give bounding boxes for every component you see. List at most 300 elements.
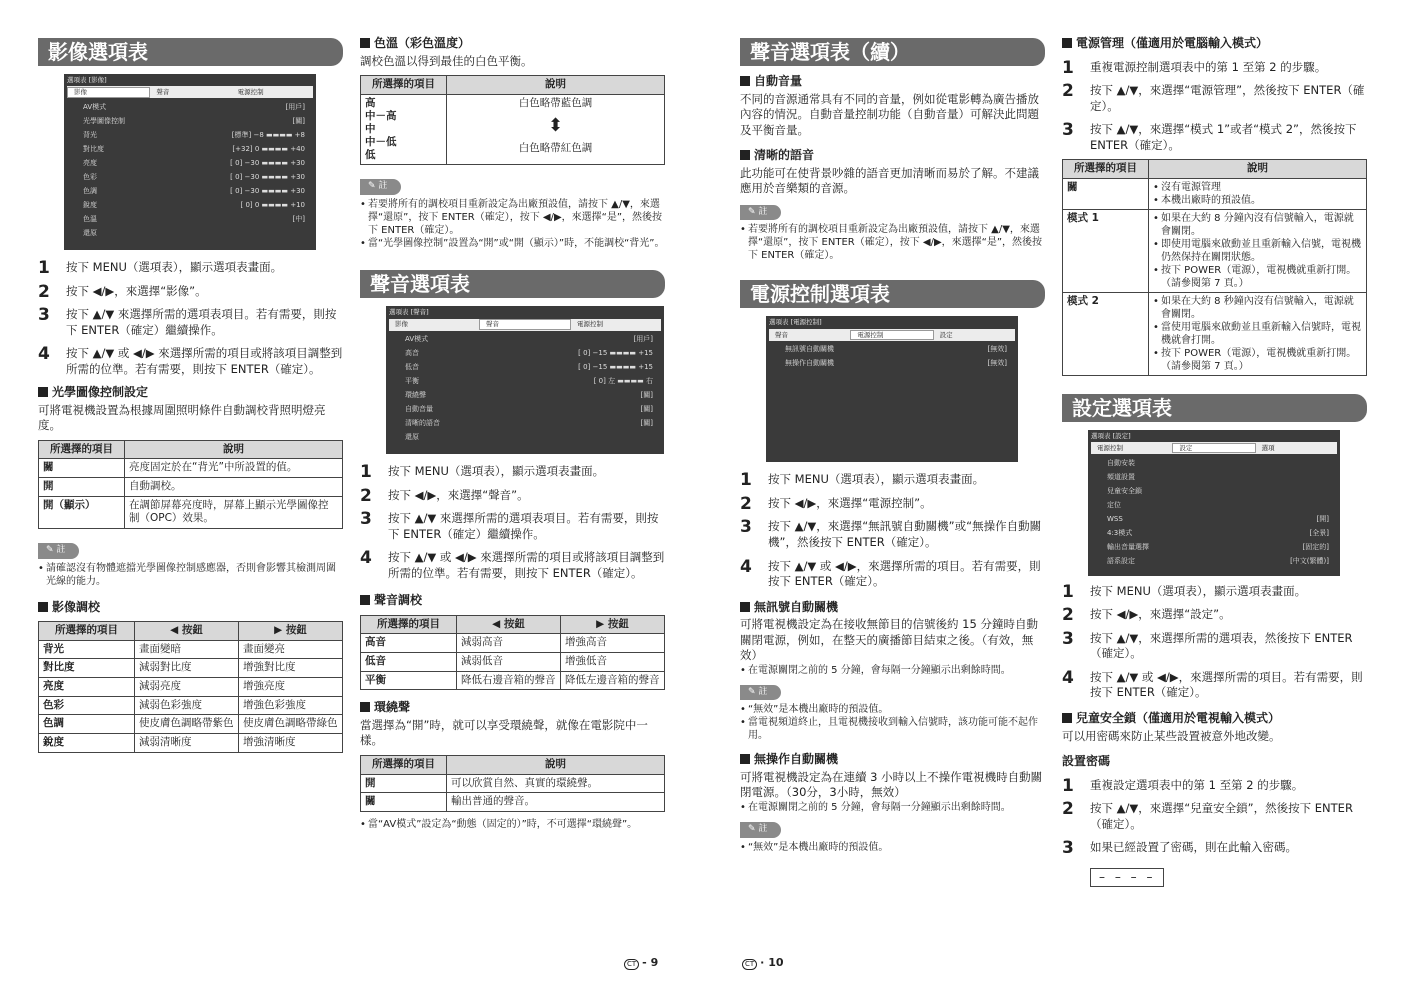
step-text: 按下 ◀/▶，來選擇“影像”。 bbox=[66, 283, 207, 298]
table-cell: 在調節屏幕亮度時，屏幕上顯示光學圖像控制（OPC）效果。 bbox=[125, 496, 343, 528]
screen-row-value: [用戶] bbox=[285, 102, 305, 111]
table-cell bbox=[1149, 178, 1367, 209]
table-row bbox=[39, 678, 343, 697]
screen-row-label: 銳度 bbox=[83, 200, 97, 209]
auto-volume-text: 不同的音源通常具有不同的音量，例如從電影轉為廣告播放內容的情況。自動音量控制功能（自動音量）可解決此問題及平衡音量。 bbox=[740, 91, 1039, 137]
step-text: 按下 ▲/▼ 來選擇所需的選項表項目。若有需要，則按下 ENTER（確定）繼續操作。 bbox=[388, 511, 659, 541]
screen-row-value: [關] bbox=[640, 418, 653, 427]
screen-row-value: [ 0] −30 ▬▬▬▬ +30 bbox=[230, 172, 305, 181]
step bbox=[740, 470, 1045, 491]
tab-audio: 聲音 bbox=[775, 330, 788, 339]
setup-menu-title: 設定選項表 bbox=[1062, 394, 1367, 422]
surround-table: 所選擇的項目 說明 開 可以欣賞自然、真實的環繞聲。 關 輸出普通的聲音。 bbox=[360, 755, 665, 812]
screen-row-label: 平衡 bbox=[405, 376, 419, 385]
screen-row bbox=[67, 184, 313, 198]
screen-row bbox=[1091, 526, 1337, 540]
table-cell: 畫面變亮 bbox=[239, 640, 343, 659]
step bbox=[38, 260, 343, 276]
column-2 bbox=[360, 36, 665, 831]
updown-arrow-icon: ⬍ bbox=[547, 115, 564, 137]
screen-row-value: [中文(繁體)] bbox=[1290, 556, 1329, 565]
step-number: 4 bbox=[1062, 667, 1074, 688]
step bbox=[360, 550, 665, 581]
step-number: 3 bbox=[1062, 120, 1074, 141]
screen-row bbox=[769, 357, 1015, 371]
surround-heading: 環繞聲 bbox=[360, 700, 665, 716]
no-signal-off-text: 可將電視機設定為在接收無節目的信號後約 15 分鐘時自動關閉電源，例如，在整天的廣播節目結束之後。（有效，無效） bbox=[740, 617, 1038, 663]
table-row bbox=[39, 640, 343, 659]
screen-row bbox=[389, 361, 661, 375]
note-badge: ✎ 註 bbox=[360, 179, 401, 195]
power-menu-title: 電源控制選項表 bbox=[740, 280, 1045, 308]
screen-row bbox=[67, 198, 313, 212]
step-number: 1 bbox=[1062, 775, 1074, 796]
screen-row-value: [無效] bbox=[987, 359, 1007, 368]
step bbox=[360, 511, 665, 542]
note-item: • “無效”是本機出廠時的預設值。 bbox=[740, 703, 1045, 716]
table-row bbox=[1063, 178, 1367, 209]
color-temp-item: 低 bbox=[365, 149, 376, 162]
table-row bbox=[361, 653, 665, 672]
screen-row-value: [+32] 0 ▬▬▬▬ +40 bbox=[232, 144, 305, 153]
color-temp-item: 中 bbox=[365, 123, 376, 135]
table-cell: 增強清晰度 bbox=[239, 734, 343, 753]
step bbox=[360, 462, 665, 483]
step-text: 按下 ◀/▶，來選擇“設定”。 bbox=[1090, 607, 1231, 622]
screen-header: 選項表 [影像] bbox=[67, 76, 107, 84]
screen-row-label: 低音 bbox=[405, 362, 419, 371]
screen-row bbox=[67, 226, 313, 240]
screen-row-value: [中] bbox=[292, 214, 305, 223]
note-item: • 當“光學圖像控制”設置為“開”或“開（顯示）”時，不能調校“背光”。 bbox=[360, 237, 665, 250]
table-row bbox=[1063, 209, 1367, 292]
table-row bbox=[39, 659, 343, 678]
table-cell: 對比度 bbox=[39, 659, 135, 678]
screen-row-label: 色溫 bbox=[83, 214, 97, 223]
step-number: 3 bbox=[740, 517, 752, 538]
steps-list bbox=[740, 472, 1045, 589]
table-cell: 自動調校。 bbox=[125, 478, 343, 497]
screen-row bbox=[389, 403, 661, 417]
screen-row bbox=[769, 343, 1015, 357]
opc-heading: 光學圖像控制設定 bbox=[38, 385, 343, 401]
step-number: 2 bbox=[1062, 81, 1074, 102]
screen-row bbox=[389, 417, 661, 431]
screen-rows bbox=[67, 100, 313, 240]
step-number: 1 bbox=[360, 462, 372, 483]
opc-table: 所選擇的項目 說明 關 亮度固定於在“背光”中所設置的值。 開 自動調校。 開（顯示） 在調節屏幕亮度時，屏幕上顯示光學圖像控制（OPC）效果。 bbox=[38, 440, 343, 529]
step-number: 4 bbox=[360, 548, 372, 569]
audio-adjust-table: 所選擇的項目 ◀ 按鈕 ▶ 按鈕 高音 減弱高音 增強高音 低音 減弱低音 增強低音 平衡 降低右邊音箱的聲音 降低左邊音箱的聲音 bbox=[360, 615, 665, 691]
table-cell bbox=[1149, 292, 1367, 375]
color-temp-bottom: 白色略帶紅色調 bbox=[518, 141, 593, 154]
table-cell: 減弱低音 bbox=[457, 653, 561, 672]
audio-menu-screen bbox=[386, 306, 664, 454]
step-number: 2 bbox=[38, 281, 50, 302]
screen-row bbox=[1091, 512, 1337, 526]
screen-row-label: AV模式 bbox=[83, 102, 107, 111]
screen-rows bbox=[1091, 456, 1337, 568]
step-text: 按下 ▲/▼，來選擇“無訊號自動關機”或“無操作自動關機”，然後按下 ENTER（確定）。 bbox=[768, 519, 1042, 549]
screen-row-value: [ 0] −30 ▬▬▬▬ +30 bbox=[230, 158, 305, 167]
tab-power: 電源控制 bbox=[577, 320, 603, 329]
screen-row bbox=[67, 100, 313, 114]
color-temp-item: 中－低 bbox=[365, 136, 397, 149]
color-temp-items bbox=[361, 94, 447, 165]
power-menu-screen bbox=[766, 316, 1018, 462]
screen-row bbox=[67, 128, 313, 142]
column-4 bbox=[1062, 36, 1367, 887]
step-number: 1 bbox=[38, 258, 50, 278]
tab-setup: 設定 bbox=[939, 330, 953, 339]
screen-row bbox=[1091, 470, 1337, 484]
opc-note: • 請確認沒有物體遮擋光學圖像控制感應器，否則會影響其檢測周圍光線的能力。 bbox=[38, 562, 343, 588]
table-cell: 亮度 bbox=[39, 678, 135, 697]
screen-row bbox=[67, 212, 313, 226]
step bbox=[1062, 801, 1367, 832]
screen-row-label: 還原 bbox=[83, 228, 97, 237]
step-text: 按下 ▲/▼ 或 ◀/▶ 來選擇所需的項目或將該項目調整到所需的位準。若有需要，則按下 ENTER（確定）。 bbox=[66, 346, 343, 376]
table-cell: 輸出普通的聲音。 bbox=[447, 793, 665, 812]
screen-row-value: [固定的] bbox=[1302, 542, 1329, 551]
color-temp-top: 白色略帶藍色調 bbox=[518, 96, 593, 109]
step bbox=[1062, 667, 1367, 701]
screen-row-value: [用戶] bbox=[633, 334, 653, 343]
picture-adjust-heading: 影像調校 bbox=[38, 600, 343, 616]
screen-row-label: AV模式 bbox=[405, 334, 429, 343]
screen-tabs bbox=[769, 329, 1015, 341]
table-cell: 銳度 bbox=[39, 734, 135, 753]
step bbox=[1062, 581, 1367, 602]
password-field[interactable]: – – – – bbox=[1090, 868, 1164, 888]
table-bullet: • 按下 POWER（電源），電視機就重新打開。（請參閱第 7 頁。） bbox=[1153, 347, 1362, 373]
note-item: • 若要將所有的調校項目重新設定為出廠預設值，請按下 ▲/▼，來選擇“還原”，按下 ENTER（確定），按下 ◀/▶，來選擇“是”，然後按下 ENTER（確定）。 bbox=[740, 223, 1045, 262]
step-text: 按下 ▲/▼，來選擇“兒童安全鎖”，然後按下 ENTER（確定）。 bbox=[1090, 801, 1353, 831]
screen-row-label: 輸出音量選擇 bbox=[1107, 542, 1149, 551]
screen-row bbox=[1091, 456, 1337, 470]
screen-row-label: 色調 bbox=[83, 186, 97, 195]
step-text: 按下 ▲/▼，來選擇所需的選項表，然後按下 ENTER（確定）。 bbox=[1090, 630, 1353, 661]
step bbox=[1062, 838, 1367, 859]
screen-row-label: 定位 bbox=[1107, 500, 1121, 509]
step bbox=[38, 307, 343, 338]
step-number: 3 bbox=[360, 509, 372, 530]
screen-row-label: WSS bbox=[1107, 514, 1123, 523]
screen-row bbox=[1091, 554, 1337, 568]
table-cell: 開 bbox=[361, 774, 447, 793]
page-number: CT · 10 bbox=[742, 956, 784, 970]
audio-menu-cont-title: 聲音選項表（續） bbox=[740, 38, 1045, 66]
power-management-heading: 電源管理（僅適用於電腦輸入模式） bbox=[1062, 36, 1367, 52]
table-cell: 高音 bbox=[361, 634, 457, 653]
table-cell: 模式 2 bbox=[1063, 292, 1149, 375]
step bbox=[740, 519, 1045, 550]
clear-voice-heading: 清晰的語音 bbox=[740, 148, 1045, 164]
screen-row-label: 無操作自動關機 bbox=[785, 359, 834, 368]
step bbox=[1062, 122, 1367, 153]
step-text: 按下 ▲/▼ 或 ◀/▶，來選擇所需的項目。若有需要，則按下 ENTER（確定）。 bbox=[768, 558, 1041, 589]
table-cell: 模式 1 bbox=[1063, 209, 1149, 292]
note-item: • 當電視頻道終止，且電視機接收到輸入信號時，該功能可能不起作用。 bbox=[740, 716, 1045, 742]
step bbox=[1062, 83, 1367, 114]
table-bullet: • 即使用電腦來啟動並且重新輸入信號，電視機仍然保持在關閉狀態。 bbox=[1153, 238, 1362, 264]
screen-header: 選項表 [電源控制] bbox=[769, 318, 822, 327]
table-bullet: • 按下 POWER（電源），電視機就重新打開。（請參閱第 7 頁。） bbox=[1153, 264, 1362, 290]
table-cell: 減弱高音 bbox=[457, 634, 561, 653]
table-cell: 色彩 bbox=[39, 696, 135, 715]
steps-list bbox=[38, 260, 343, 377]
tab-audio: 聲音 bbox=[479, 319, 571, 329]
screen-row-value: [開] bbox=[1316, 514, 1329, 523]
screen-row-label: 語系設定 bbox=[1107, 556, 1135, 565]
table-cell: 增強高音 bbox=[561, 634, 665, 653]
column-1 bbox=[38, 38, 343, 759]
table-row bbox=[39, 715, 343, 734]
screen-rows bbox=[769, 343, 1015, 371]
screen-row-value: [全景] bbox=[1309, 528, 1329, 537]
step-text: 按下 ▲/▼ 或 ◀/▶，來選擇所需的項目。若有需要，則按下 ENTER（確定）。 bbox=[1090, 669, 1363, 700]
table-cell: 增強低音 bbox=[561, 653, 665, 672]
tab-power: 電源控制 bbox=[850, 330, 933, 340]
steps-list bbox=[1062, 57, 1367, 154]
screen-row-label: 對比度 bbox=[83, 144, 104, 153]
table-cell: 增強對比度 bbox=[239, 659, 343, 678]
step-text: 按下 ▲/▼ 或 ◀/▶ 來選擇所需的項目或將該項目調整到所需的位準。若有需要，則按下 ENTER（確定）。 bbox=[388, 550, 665, 580]
auto-volume-heading: 自動音量 bbox=[740, 74, 1045, 90]
screen-row bbox=[389, 389, 661, 403]
screen-row-label: 無訊號自動關機 bbox=[785, 345, 834, 354]
screen-row-label: 光學圖像控制 bbox=[83, 116, 125, 125]
table-cell: 使皮膚色調略帶綠色 bbox=[239, 715, 343, 734]
screen-row bbox=[389, 347, 661, 361]
tab-picture: 影像 bbox=[67, 87, 150, 97]
no-operation-off-text: 可將電視機設定為在連續 3 小時以上不操作電視機時自動關閉電源。（30分，3小時，無效） bbox=[740, 769, 1043, 800]
step-number: 1 bbox=[1062, 581, 1074, 602]
step-text: 按下 MENU（選項表），顯示選項表畫面。 bbox=[768, 472, 985, 487]
screen-row-value: [ 0] −15 ▬▬▬▬ +15 bbox=[578, 348, 653, 357]
page-number: CT - 9 bbox=[624, 956, 658, 970]
picture-menu-screen bbox=[64, 74, 316, 250]
screen-row-label: 自動音量 bbox=[405, 404, 433, 413]
no-signal-off-heading: 無訊號自動關機 bbox=[740, 600, 1045, 616]
screen-row bbox=[389, 375, 661, 389]
audio-menu-title: 聲音選項表 bbox=[360, 270, 665, 298]
screen-row bbox=[1091, 484, 1337, 498]
screen-row-value: [關] bbox=[292, 116, 305, 125]
table-cell: 開 bbox=[39, 478, 125, 497]
step-number: 4 bbox=[38, 344, 50, 365]
table-cell: 低音 bbox=[361, 653, 457, 672]
step bbox=[1062, 57, 1367, 78]
step-number: 2 bbox=[740, 493, 752, 514]
table-cell bbox=[1149, 209, 1367, 292]
screen-row-value: [標準] −8 ▬▬▬▬ +8 bbox=[231, 130, 305, 139]
screen-row-value: [ 0] −15 ▬▬▬▬ +15 bbox=[578, 362, 653, 371]
screen-rows bbox=[389, 333, 661, 445]
step-text: 按下 MENU（選項表），顯示選項表畫面。 bbox=[388, 464, 605, 479]
step-number: 2 bbox=[360, 485, 372, 506]
step bbox=[1062, 628, 1367, 662]
steps-list bbox=[360, 464, 665, 581]
screen-row-label: 色彩 bbox=[83, 172, 97, 181]
opc-text: 可將電視機設置為根據周圍照明條件自動調校背照明燈亮度。 bbox=[38, 402, 326, 433]
steps-list bbox=[1062, 775, 1367, 859]
color-temp-heading: 色溫（彩色溫度） bbox=[360, 36, 665, 52]
set-password-heading: 設置密碼 bbox=[1062, 754, 1111, 769]
table-cell: 減弱清晰度 bbox=[135, 734, 239, 753]
step bbox=[1062, 605, 1367, 626]
table-cell: 色調 bbox=[39, 715, 135, 734]
audio-adjust-heading: 聲音調校 bbox=[360, 593, 665, 609]
tab-power: 電源控制 bbox=[237, 88, 264, 97]
screen-row-label: 清晰的語音 bbox=[405, 418, 440, 427]
clear-voice-text: 此功能可在使背景吵雜的語音更加清晰而易於了解。不建議應用於音樂類的音源。 bbox=[740, 165, 1039, 196]
screen-row bbox=[67, 170, 313, 184]
table-cell: 降低右邊音箱的聲音 bbox=[457, 671, 561, 690]
step-text: 如果已經設置了密碼，則在此輸入密碼。 bbox=[1090, 840, 1297, 855]
screen-row bbox=[389, 431, 661, 445]
child-lock-text: 可以用密碼來防止某些設置被意外地改變。 bbox=[1062, 728, 1281, 743]
screen-row-label: 兒童安全鎖 bbox=[1107, 486, 1142, 495]
screen-row bbox=[67, 142, 313, 156]
table-row bbox=[361, 634, 665, 653]
surround-note: • 當“AV模式”設定為“動態（固定的）”時，不可選擇“環繞聲”。 bbox=[360, 818, 665, 831]
step-number: 2 bbox=[1062, 799, 1074, 820]
table-cell: 背光 bbox=[39, 640, 135, 659]
table-cell: 使皮膚色調略帶紫色 bbox=[135, 715, 239, 734]
screen-row-value: [ 0] 左 ▬▬▬▬ 右 bbox=[593, 376, 653, 385]
step bbox=[38, 281, 343, 302]
table-bullet: • 如果在大約 8 秒鐘內沒有信號輸入，電源就會關閉。 bbox=[1153, 295, 1362, 321]
screen-row bbox=[67, 114, 313, 128]
steps-list bbox=[1062, 581, 1367, 701]
table-cell: 增強色彩強度 bbox=[239, 696, 343, 715]
step bbox=[740, 556, 1045, 590]
screen-row-label: 環繞聲 bbox=[405, 390, 426, 399]
picture-menu-title: 影像選項表 bbox=[38, 38, 343, 66]
surround-text: 當選擇為“開”時，就可以享受環繞聲，就像在電影院中一樣。 bbox=[360, 717, 648, 748]
table-cell: 畫面變暗 bbox=[135, 640, 239, 659]
screen-row-value: [ 0] 0 ▬▬▬▬ +10 bbox=[240, 200, 305, 209]
screen-row bbox=[389, 333, 661, 347]
table-row bbox=[1063, 292, 1367, 375]
table-cell: 減弱色彩強度 bbox=[135, 696, 239, 715]
note-badge: ✎ 註 bbox=[740, 685, 781, 701]
no-operation-off-heading: 無操作自動關機 bbox=[740, 752, 1045, 768]
table-cell: 亮度固定於在“背光”中所設置的值。 bbox=[125, 459, 343, 478]
note-item: • 若要將所有的調校項目重新設定為出廠預設值，請按下 ▲/▼，來選擇“還原”，按下 ENTER（確定），按下 ◀/▶，來選擇“是”，然後按下 ENTER（確定）。 bbox=[360, 198, 665, 237]
screen-row-label: 自動安裝 bbox=[1107, 458, 1135, 467]
note-badge: ✎ 註 bbox=[740, 205, 781, 221]
step-number: 2 bbox=[1062, 605, 1074, 626]
table-cell: 增強亮度 bbox=[239, 678, 343, 697]
table-row bbox=[361, 793, 665, 812]
table-row bbox=[39, 734, 343, 753]
screen-row-value: [ 0] −30 ▬▬▬▬ +30 bbox=[230, 186, 305, 195]
table-cell: 降低左邊音箱的聲音 bbox=[561, 671, 665, 690]
step-number: 3 bbox=[1062, 628, 1074, 649]
screen-row bbox=[1091, 540, 1337, 554]
screen-row-label: 頻道設置 bbox=[1107, 472, 1135, 481]
power-management-table: 所選擇的項目 說明 關 • 沒有電源管理 • 本機出廠時的預設值。 模式 1 • 如果在大約 8 分鐘內沒有信號輸入，電源就會關閉。 • 即使用電腦來啟動並且重新輸入信號，電視機仍然保持在關閉狀態。 • 按下 POWER（電源），電視機就重新打開。（請參閱第 7 頁。） 模式 2 • 如果在大約 8 秒鐘內沒有信號輸入，電源就會關閉。 • 當使用電腦來啟動並且重新輸入信號時，電視機就會打開。 • 按下 POWER（電源），電視機就重新打開。（請參閱第 7 頁。） bbox=[1062, 159, 1367, 376]
step-number: 1 bbox=[1062, 57, 1074, 78]
tab-options: 選項 bbox=[1261, 444, 1275, 453]
step-text: 重複設定選項表中的第 1 至第 2 的步驟。 bbox=[1090, 777, 1304, 792]
picture-adjust-table: 所選擇的項目 ◀ 按鈕 ▶ 按鈕 背光 畫面變暗 畫面變亮 對比度 減弱對比度 增強對比度 亮度 減弱亮度 增強亮度 色彩 減弱色彩強度 增強色彩強度 色調 使皮膚色調略帶紫色 使皮膚色調略帶綠色 銳度 減弱清晰度 增強清晰度 bbox=[38, 621, 343, 752]
no-operation-off-bullet: • 在電源關閉之前的 5 分鐘，會每隔一分鐘顯示出剩餘時間。 bbox=[740, 801, 1045, 814]
color-temp-table: 所選擇的項目 說明 高 中－高 中 中－低 低 白色略帶藍色調 ⬍ 白色略帶紅色調 bbox=[360, 75, 665, 165]
screen-row-label: 背光 bbox=[83, 130, 97, 139]
table-cell: 開（顯示） bbox=[39, 496, 125, 528]
screen-tabs bbox=[67, 86, 313, 98]
screen-header: 選項表 [聲音] bbox=[389, 308, 429, 317]
table-row bbox=[39, 496, 343, 528]
tab-picture: 影像 bbox=[395, 320, 408, 329]
color-temp-item: 高 bbox=[365, 96, 376, 109]
note-badge: ✎ 註 bbox=[740, 822, 781, 838]
screen-row-value: [無效] bbox=[987, 345, 1007, 354]
color-temp-item: 中－高 bbox=[365, 109, 397, 122]
step-text: 重複電源控制選項表中的第 1 至第 2 的步驟。 bbox=[1090, 59, 1327, 74]
screen-row-value: [關] bbox=[640, 390, 653, 399]
screen-row-label: 高音 bbox=[405, 348, 419, 357]
table-row bbox=[39, 459, 343, 478]
setup-menu-screen bbox=[1088, 430, 1340, 576]
step-number: 3 bbox=[38, 305, 50, 326]
step bbox=[360, 485, 665, 506]
step bbox=[1062, 775, 1367, 796]
tab-power: 電源控制 bbox=[1097, 444, 1123, 453]
step bbox=[740, 493, 1045, 514]
table-row bbox=[361, 774, 665, 793]
step-text: 按下 MENU（選項表），顯示選項表畫面。 bbox=[1090, 583, 1307, 598]
screen-row-label: 亮度 bbox=[83, 158, 97, 167]
note-item: • “無效”是本機出廠時的預設值。 bbox=[740, 841, 1045, 854]
screen-row bbox=[1091, 498, 1337, 512]
note-badge: ✎ 註 bbox=[38, 543, 79, 559]
step-number: 4 bbox=[740, 556, 752, 577]
table-cell: 關 bbox=[1063, 178, 1149, 209]
step-text: 按下 ▲/▼，來選擇“模式 1”或者“模式 2”，然後按下 ENTER（確定）。 bbox=[1090, 122, 1357, 152]
table-cell: 平衡 bbox=[361, 671, 457, 690]
table-row bbox=[39, 696, 343, 715]
table-cell: 關 bbox=[39, 459, 125, 478]
table-bullet: • 本機出廠時的預設值。 bbox=[1153, 194, 1362, 207]
step-text: 按下 ▲/▼，來選擇“電源管理”，然後按下 ENTER（確定）。 bbox=[1090, 83, 1365, 113]
step bbox=[38, 346, 343, 377]
screen-tabs bbox=[389, 319, 661, 331]
table-row bbox=[39, 478, 343, 497]
screen-header: 選項表 [設定] bbox=[1091, 431, 1131, 440]
tab-setup: 設定 bbox=[1172, 443, 1255, 453]
table-bullet: • 當使用電腦來啟動並且重新輸入信號時，電視機就會打開。 bbox=[1153, 321, 1362, 347]
child-lock-heading: 兒童安全鎖（僅適用於電視輸入模式） bbox=[1062, 711, 1367, 727]
table-bullet: • 沒有電源管理 bbox=[1153, 181, 1362, 194]
step-text: 按下 ◀/▶，來選擇“聲音”。 bbox=[388, 487, 529, 502]
color-temp-text: 調校色溫以得到最佳的白色平衡。 bbox=[360, 53, 533, 68]
step-text: 按下 MENU（選項表），顯示選項表畫面。 bbox=[66, 260, 283, 274]
screen-tabs bbox=[1091, 442, 1337, 454]
column-3 bbox=[740, 38, 1045, 854]
screen-row-value: [關] bbox=[640, 404, 653, 413]
screen-row-label: 4:3模式 bbox=[1107, 528, 1133, 537]
step-number: 3 bbox=[1062, 838, 1074, 859]
table-bullet: • 如果在大約 8 分鐘內沒有信號輸入，電源就會關閉。 bbox=[1153, 212, 1362, 238]
table-row bbox=[361, 671, 665, 690]
no-signal-off-bullet: • 在電源關閉之前的 5 分鐘，會每隔一分鐘顯示出剩餘時間。 bbox=[740, 664, 1045, 677]
step-text: 按下 ◀/▶，來選擇“電源控制”。 bbox=[768, 495, 932, 510]
table-cell: 關 bbox=[361, 793, 447, 812]
